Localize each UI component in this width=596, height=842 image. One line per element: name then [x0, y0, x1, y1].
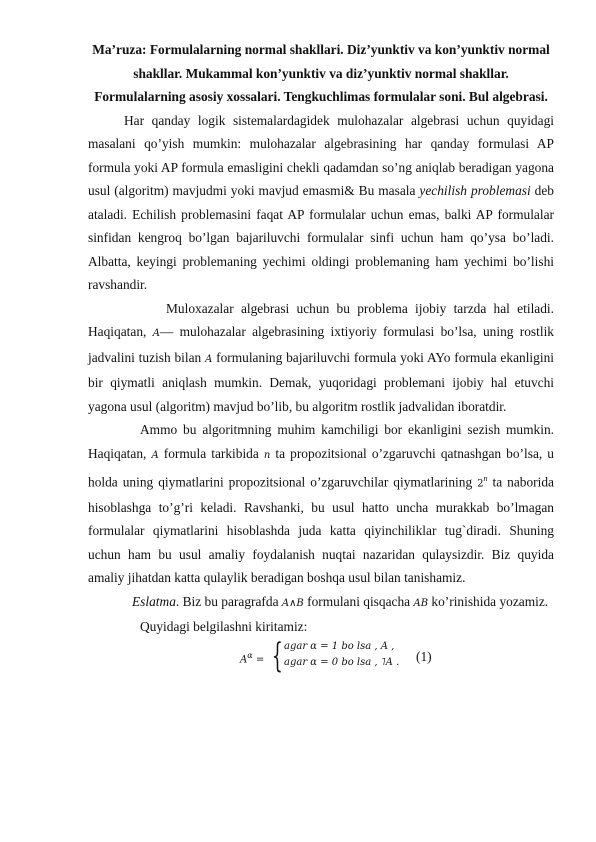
- paragraph-text: formulani qisqacha: [303, 593, 414, 609]
- note-label: Eslatma: [132, 593, 176, 609]
- paragraph-3: [88, 418, 554, 590]
- left-brace-icon: {: [272, 635, 283, 676]
- equation-1: [88, 635, 554, 685]
- document-page: [88, 38, 554, 685]
- paragraph-2: [88, 297, 554, 419]
- paragraph-text: ta naborida hisoblashga to’g’ri keladi. Ravshanki, bu usul hatto uncha murakkab bo’lmagan formulalar qiymatlarini hisoblashda juda katta qiyinchiliklar tug`diradi. Shuning uchun ham bu usul amaliy foydalanish nuqtai nazaridan qulaysizdir. Biz quyida amaliy jihatdan katta qulaylik beradigan boshqa usul bilan tanishamiz.: [88, 474, 554, 586]
- paragraph-text: formulaning bajariluvchi formula yoki AYo formula ekanligini bir qiymatli aniqlash mumkin. Demak, yuqoridagi problemani ijobiy hal etuvchi yagona usul (algoritm) mavjud bo’lib, bu algoritm rostlik jadvalidan iboratdir.: [88, 349, 554, 414]
- math-expression-short: AB: [413, 597, 429, 609]
- equation-lhs: [240, 651, 264, 665]
- paragraph-text: Ammo bu algoritmning muhim kamchiligi bor ekanligini sezish mumkin. Haqiqatan,: [88, 422, 554, 461]
- paragraph-text: ta propozitsional o’zgaruvchi qatnashgan bo’lsa, u holda uning qiymatlarini propozitsional o’zgaruvchilar qiymatlarining: [88, 445, 554, 490]
- paragraph-text: ko’rinishida yozamiz.: [428, 593, 549, 609]
- math-var-a: A: [151, 449, 159, 461]
- equation-case-1: agar α = 1 bo lsa , A ,: [284, 640, 395, 652]
- math-var-a: A: [152, 328, 160, 339]
- equation-equals: =: [252, 654, 265, 666]
- paragraph-text: Har qanday logik sistemalardagidek mulohazalar algebrasi uchun quyidagi masalani qo’yish mumkin: mulohazalar algebrasining har qanday formulasi AP formula yoki AP formula emasligini chekli qadamdan so’ng aniqlab beradigan yagona usul (algoritm) mavjudmi yoki mavjud emasmi& Bu masala: [88, 112, 554, 198]
- math-power-base: 2: [477, 478, 484, 490]
- math-expression-conjunction: A∧B: [281, 597, 304, 609]
- paragraph-text: deb ataladi. Echilish problemasini faqat AP formulalar uchun emas, balki AP formulalar sinfidan kengroq bo’lgan bajariluvchi formulalar sinfi uchun ham qo’ysa bo’ladi. Albatta, keyingi problemaning yechimi oldingi problemaning ham yechimi bo’lishi ravshandir.: [88, 183, 554, 292]
- paragraph-4: [88, 590, 554, 616]
- math-power-exponent: n: [483, 474, 488, 483]
- math-var-a: A: [205, 353, 213, 365]
- paragraph-1: [88, 109, 554, 297]
- equation-case-2: agar α = 0 bo lsa , ˥A .: [284, 656, 400, 668]
- paragraph-text: Muloxazalar algebrasi uchun bu problema ijobiy tarzda hal etiladi. Haqiqatan,: [88, 300, 554, 339]
- term-decision-problem: yechilish problemasi: [419, 183, 531, 198]
- paragraph-text: formula tarkibida: [158, 445, 264, 461]
- paragraph-5: Quyidagi belgilashni kiritamiz:: [140, 619, 308, 635]
- page-title: Ma’ruza: Formulalarning normal shakllari. Diz’yunktiv va kon’yunktiv normal shakllar. Mukammal kon’yunktiv va diz’yunktiv normal shakllar. Formulalarning asosiy xossalari. Tengkuchlimas formulalar soni. Bul algebrasi.: [92, 42, 550, 104]
- paragraph-text: . Biz bu paragrafda: [175, 593, 282, 609]
- math-var-n: n: [263, 449, 271, 461]
- equation-lhs-base: A: [240, 654, 248, 666]
- paragraph-text: — mulohazalar algebrasining ixtiyoriy formulasi bo’lsa, uning rostlik jadvalini tuzish bilan: [88, 324, 554, 365]
- equation-number: (1): [416, 648, 432, 664]
- equation-lhs-exponent: α: [247, 650, 253, 660]
